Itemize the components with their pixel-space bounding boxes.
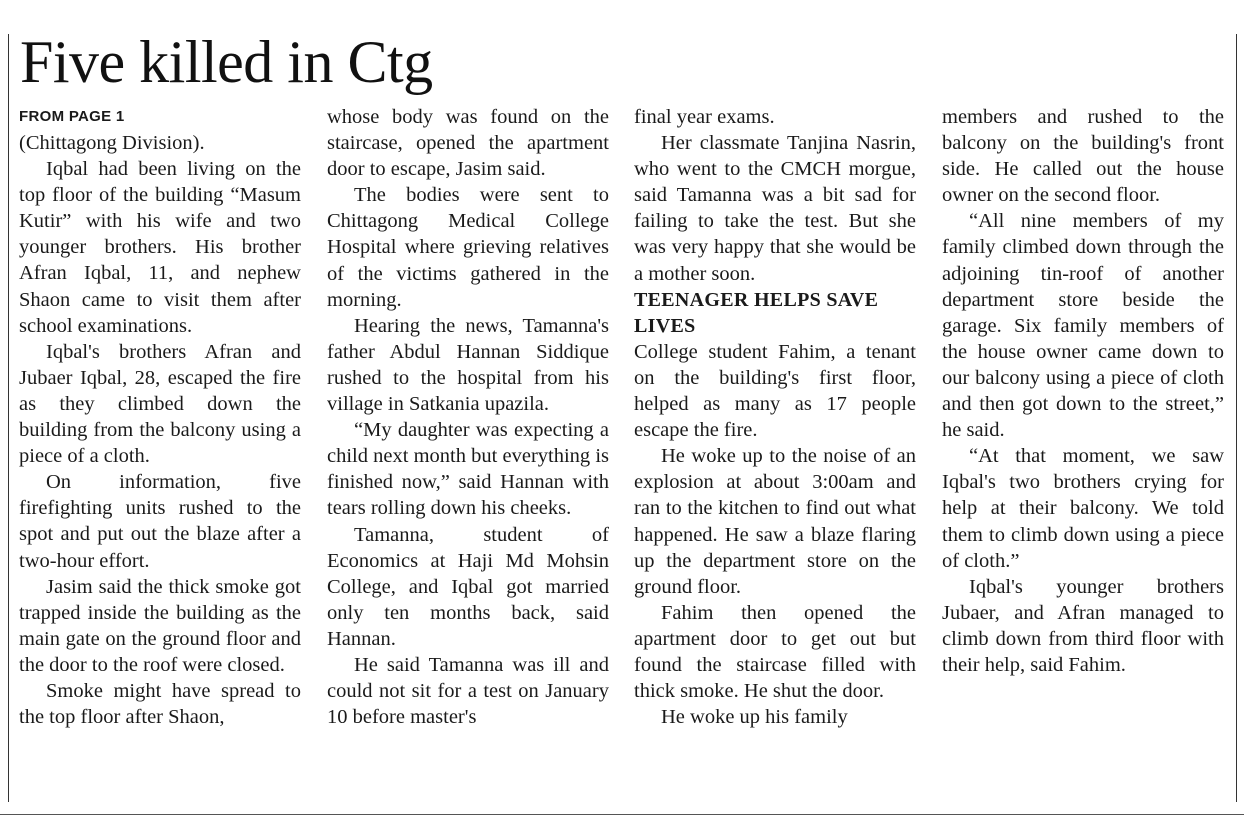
paragraph: He said Tamanna was ill and could not sit for a test on January 10 before master's [327,653,609,729]
paragraph: Iqbal's younger brothers Jubaer, and Afran managed to climb down from third floor with their help, said Fahim. [942,575,1224,676]
paragraph: College student Fahim, a tenant on the building's first floor, helped as many as 17 people escape the fire. [634,340,916,442]
paragraph: Fahim then opened the apartment door to get out but found the staircase filled with thick smoke. He shut the door. [634,601,916,703]
paragraph: Hearing the news, Tamanna's father Abdul Hannan Siddique rushed to the hospital from his village in Satkania upazila. [327,314,609,416]
paragraph: Smoke might have spread to the top floor after Shaon, [19,679,301,729]
right-column-rule [1236,34,1237,802]
paragraph: (Chittagong Division). [19,132,205,154]
column-2 [327,104,609,730]
bottom-rule [0,814,1244,815]
column-3 [634,104,916,730]
paragraph: “At that moment, we saw Iqbal's two brothers crying for help at their balcony. We told them to climb down using a piece of cloth.” [942,445,1224,572]
paragraph: Her classmate Tanjina Nasrin, who went to the CMCH morgue, said Tamanna was a bit sad for failing to take the test. But she was very happy that she would be a mother soon. [634,132,916,285]
column-1 [19,104,301,730]
paragraph: “All nine members of my family climbed down through the adjoining tin-roof of another department store beside the garage. Six family members of the house owner came down to our balcony using a piece of cloth and then got down to the street,” he said. [942,210,1224,442]
paragraph: “My daughter was expecting a child next month but everything is finished now,” said Hannan with tears rolling down his cheeks. [327,419,609,520]
paragraph: whose body was found on the staircase, opened the apartment door to escape, Jasim said. [327,106,609,181]
paragraph: The bodies were sent to Chittagong Medical College Hospital where grieving relatives of the victims gathered in the morning. [327,184,609,311]
column-4 [942,104,1224,678]
paragraph: He woke up his family [661,706,848,729]
paragraph: He woke up to the noise of an explosion at about 3:00am and ran to the kitchen to find out what happened. He saw a blaze flaring up the department store on the ground floor. [634,445,916,598]
paragraph: Iqbal's brothers Afran and Jubaer Iqbal, 28, escaped the fire as they climbed down the building from the balcony using a piece of a cloth. [19,340,301,468]
paragraph: Iqbal had been living on the top floor of the building “Masum Kutir” with his wife and two younger brothers. His brother Afran Iqbal, 11, and nephew Shaon came to visit them after school examinations. [19,158,301,337]
paragraph: members and rushed to the balcony on the building's front side. He called out the house owner on the second floor. [942,106,1224,207]
kicker-from-page: FROM PAGE 1 [19,108,125,125]
subheading: TEENAGER HELPS SAVE LIVES [634,288,879,337]
headline: Five killed in Ctg [20,29,433,95]
paragraph: Tamanna, student of Economics at Haji Md Mohsin College, and Iqbal got married only ten months back, said Hannan. [327,523,609,650]
paragraph: Jasim said the thick smoke got trapped inside the building as the main gate on the ground floor and the door to the roof were closed. [19,575,301,676]
left-column-rule [8,34,9,802]
paragraph: On information, five firefighting units rushed to the spot and put out the blaze after a two-hour effort. [19,471,301,572]
paragraph: final year exams. [634,106,775,128]
